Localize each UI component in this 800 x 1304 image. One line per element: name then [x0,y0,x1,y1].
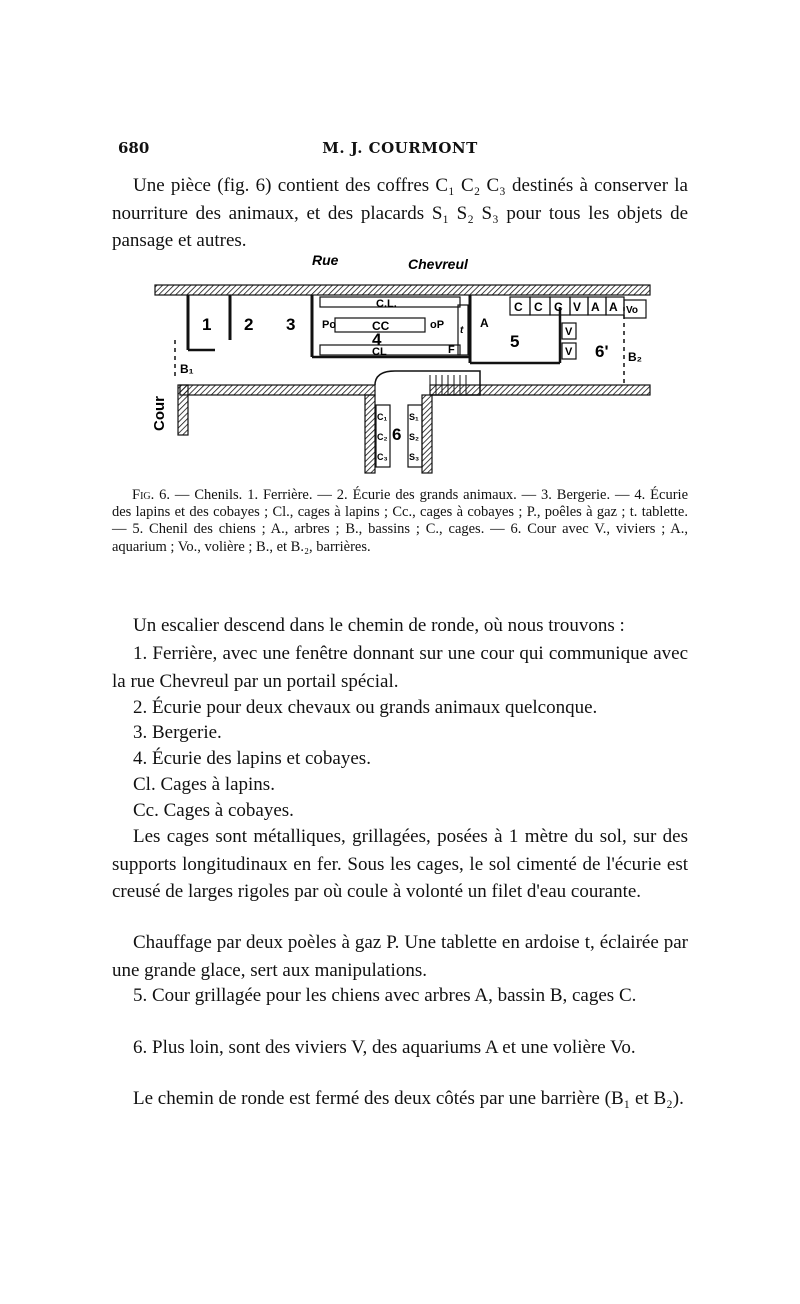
label-c-3: C [554,300,563,314]
room6-left-wall [365,395,375,473]
label-c2: C₂ [377,432,388,442]
label-poele-left: Po [322,319,337,331]
label-room-6: 6 [392,425,402,444]
label-a-2: A [609,300,618,314]
label-v-top: V [573,300,582,314]
label-cl-bottom: CL [372,346,387,358]
top-wall [155,285,650,295]
floor-plan-svg [140,245,660,480]
body-paragraph-11: 6. Plus loin, sont des viviers V, des aquariums A et une volière Vo. [133,1037,636,1058]
label-c1: C₁ [377,412,388,422]
label-cour: Cour [151,396,168,431]
label-t: t [460,325,464,336]
label-room-1: 1 [202,315,212,334]
page-number: 680 [118,139,150,157]
floor-plan-figure [140,245,660,480]
label-room-6-prime: 6' [595,342,609,361]
body-paragraph-8: Les cages sont métalliques, grillagées, posées à 1 mètre du sol, sur des supports longitudinaux en fer. Sous les cages, le sol cimenté de l'écurie est creusé de larges rigoles par où coule à volonté un filet d'eau courante. [112,826,688,902]
label-b1: B₁ [180,362,194,376]
label-cc: CC [372,319,390,333]
cages-bottom-row [320,345,460,355]
label-v-side-1: V [565,326,573,338]
room6-right-wall [422,395,432,473]
street-label-rue: Rue [312,252,339,268]
label-c3: C₃ [377,452,388,462]
body-paragraph-4: 3. Bergerie. [133,722,222,743]
label-room-2: 2 [244,315,254,334]
body-paragraph-1: Un escalier descend dans le chemin de ronde, où nous trouvons : [133,615,625,636]
label-s3: S₃ [409,452,420,462]
street-label-chevreul: Chevreul [408,256,468,272]
label-room-5: 5 [510,332,520,351]
label-cl-top: C.L. [376,298,397,310]
left-wall-corner [178,385,188,435]
caption-text: Chenils. 1. Ferrière. — 2. Écurie des grands animaux. — 3. Bergerie. — 4. Écurie des lapins et des cobayes ; Cl., cages à lapins ; Cc., cages à cobayes ; P., poêles à gaz ; t. tablette. — 5. Chenil des chiens ; A., arbres ; B., bassins ; C., cages. — 6. Cour avec V., viviers ; A., aquarium ; Vo., volière ; B., et B.₂, barrières. [112,487,689,555]
label-b2: B₂ [628,350,642,364]
body-paragraph-5: 4. Écurie des lapins et cobayes. [133,748,371,769]
bottom-wall-left [180,385,375,395]
intro-paragraph: Une pièce (fig. 6) contient des coffres C₁ C₂ C₃ destinés à conserver la nourriture des animaux, et des placards S₁ S₂ S₃ pour tous les objets de pansage et autres. [112,175,688,251]
bottom-wall-right [430,385,650,395]
label-c-1: C [514,300,523,314]
label-a-1: A [591,300,600,314]
body-paragraph-3: 2. Écurie pour deux chevaux ou grands animaux quelconque. [133,697,598,718]
body-paragraph-7: Cc. Cages à cobayes. [133,800,294,821]
body-paragraph-6: Cl. Cages à lapins. [133,774,275,795]
body-paragraph-12: Le chemin de ronde est fermé des deux côtés par une barrière (B₁ et B₂). [133,1088,684,1109]
body-paragraph-9: Chauffage par deux poèles à gaz P. Une tablette en ardoise t, éclairée par une grande glace, sert aux manipulations. [112,932,688,981]
label-vo: Vo [626,305,639,316]
body-paragraph-2: 1. Ferrière, avec une fenêtre donnant sur une cour qui communique avec la rue Chevreul par un portail spécial. [112,643,688,692]
figure-caption [112,487,688,556]
label-room-3: 3 [286,315,296,334]
running-head: M. J. COURMONT [322,139,478,157]
label-s1: S₁ [409,412,419,422]
label-c-2: C [534,300,543,314]
label-v-side-2: V [565,346,573,358]
label-a-tree: A [480,316,489,330]
label-s2: S₂ [409,432,420,442]
caption-fig-label: Fig. 6. — [132,487,190,503]
label-f: F [448,344,455,356]
label-poele-right: oP [430,319,445,331]
label-room-4: 4 [372,330,382,349]
body-paragraph-10: 5. Cour grillagée pour les chiens avec arbres A, bassin B, cages C. [133,985,637,1006]
page-header [112,139,688,163]
